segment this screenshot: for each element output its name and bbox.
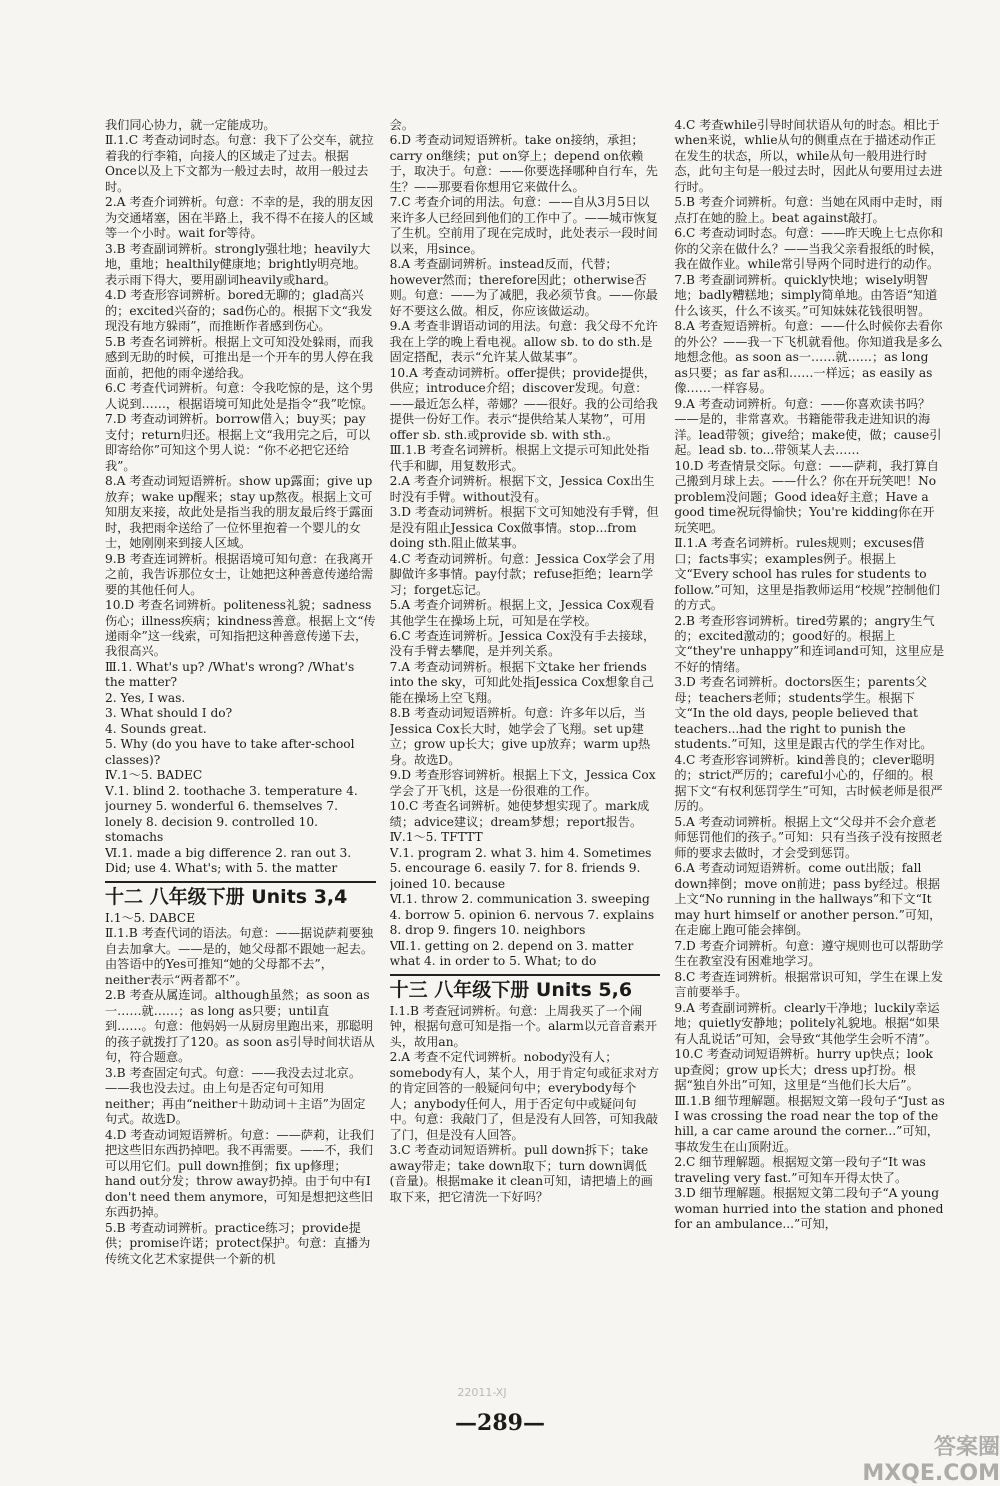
- section-heading: 十二 八年级下册 Units 3,4: [105, 881, 376, 909]
- answer-item: Ⅵ.1. throw 2. communication 3. sweeping 4. borrow 5. opinion 6. nervous 7. explains 8. drop 9. fingers 10. neighbors: [389, 892, 655, 938]
- answer-item: 9.B 考查连词辨析。根据语境可知句意：在我离开之前，我告诉那位女士，让她把这种善意传递给需要的其他任何人。: [105, 551, 374, 597]
- answer-item: Ⅰ.1～5. DABCE: [105, 910, 196, 925]
- answer-item: 5.B 考查名词辨析。根据上文可知没处躲雨，而我感到无助的时候，可推出是一个开车的男人停在我面前，把他的雨伞递给我。: [105, 334, 374, 380]
- column-right: [674, 118, 945, 1408]
- column-left: [105, 118, 376, 1408]
- answer-item: 9.A 考查副词辨析。clearly干净地；luckily幸运地；quietly安静地；politely礼貌地。根据“如果有人乱说话”可知，会导致“其他学生会听不清”。: [674, 1000, 940, 1046]
- answer-item: 8.C 考查连词辨析。根据常识可知，学生在课上发言前要举手。: [674, 969, 943, 1000]
- answer-item: 3.D 考查名词辨析。doctors医生；parents父母；teachers老师；students学生。根据下文“In the old days, people believed that teachers...had the right to punish the students.”可知，这里是跟古代的学生作对比。: [674, 675, 933, 752]
- answer-item: 9.A 考查非谓语动词的用法。句意：我父母不允许我在上学的晚上看电视。allow sb. to do sth.是固定搭配，表示“允许某人做某事”。: [389, 319, 658, 365]
- answer-item: 5. Why (do you have to take after-school classes)?: [105, 737, 355, 767]
- answer-item: 4.D 考查形容词辨析。bored无聊的；glad高兴的；excited兴奋的；sad伤心的。根据下文“我发现没有地方躲雨”，而推断作者感到伤心。: [105, 288, 373, 334]
- answer-item: 4.C 考查动词辨析。句意：Jessica Cox学会了用脚做许多事情。pay付款；refuse拒绝；learn学习；forget忘记。: [389, 551, 656, 597]
- answer-item: 2.B 考查形容词辨析。tired劳累的；angry生气的；excited激动的；good好的。根据上文“they're unhappy”和连词and可知，这里应是不好的情绪。: [674, 613, 945, 674]
- answer-item: 5.B 考查动词辨析。practice练习；provide提供；promise许诺；protect保护。句意：直播为传统文化艺术家提供一个新的机: [105, 1220, 371, 1266]
- answer-item: Ⅲ.1.B 细节理解题。根据短文第一段句子“Just as I was crossing the road near the top of the hill, a car came around the corner...”可知，事故发生在山顶附近。: [674, 1093, 945, 1154]
- answer-item: Ⅳ.1～5. TFTTT: [389, 830, 483, 845]
- answer-item: 5.A 考查介词辨析。根据上文，Jessica Cox观看其他学生在操场上玩，可知是在学校。: [389, 598, 655, 628]
- answer-item: 2.A 考查介词辨析。句意：不幸的是，我的朋友因为交通堵塞，困在半路上，我不得不在接人的区域等一个小时。wait for等待。: [105, 195, 374, 241]
- page-number: —289—: [455, 1410, 545, 1436]
- answer-item: 会。: [389, 118, 415, 132]
- answer-item: 2.B 考查从属连词。although虽然；as soon as一……就……；as long as只要；until直到……。句意：他妈妈一从厨房里跑出来，那聪明的孩子就拨打了120。as soon as引导时间状语从句，符合题意。: [105, 988, 375, 1065]
- answer-item: Ⅰ.1.B 考查冠词辨析。句意：上周我买了一个闹钟，根据句意可知是指一个。alarm以元音音素开头，故用an。: [389, 1003, 658, 1049]
- answer-item: 8.B 考查动词短语辨析。句意：许多年以后，当Jessica Cox长大时，她学会了飞翔。set up建立；grow up长大；give up放弃；warm up热身。故选D。: [389, 706, 651, 767]
- section-heading: 十三 八年级下册 Units 5,6: [390, 974, 661, 1002]
- answer-item: 6.C 考查动词时态。句意：——昨天晚上七点你和你的父亲在做什么？——当我父亲看报纸的时候，我在做作业。while常引导两个同时进行的动作。: [674, 226, 943, 272]
- answer-item: 9.A 考查动词辨析。句意：——你喜欢读书吗？——是的，非常喜欢。书籍能带我走进知识的海洋。lead带领；give给；make使，做；cause引起。lead sb. to...带领某人去……: [674, 396, 942, 458]
- answer-item: 9.D 考查形容词辨析。根据上下文，Jessica Cox学会了开飞机，这是一份很难的工作。: [389, 768, 656, 798]
- answer-item: 5.A 考查动词辨析。根据上文“父母并不会介意老师惩罚他们的孩子。”可知：只有当孩子没有按照老师的要求去做时，才会受到惩罚。: [674, 814, 943, 860]
- answer-item: 6.C 考查代词辨析。句意：令我吃惊的是，这个男人说到……，根据语境可知此处是指令“我”吃惊。: [105, 381, 374, 411]
- answer-item: 3.D 考查动词辨析。根据下文可知她没有手臂，但是没有阻止Jessica Cox做事情。stop...from doing sth.阻止做某事。: [389, 505, 659, 551]
- answer-item: Ⅱ.1.C 考查动词时态。句意：我下了公交车，就拉着我的行李箱，向接人的区域走了过去。根据Once以及上下文都为一般过去时，故用一般过去时。: [105, 133, 374, 194]
- answer-item: 8.A 考查短语辨析。句意：——什么时候你去看你的外公？——我一下飞机就看他。你知道我是多么地想念他。as soon as一……就……；as long as只要；as far as和……一样远；as easily as像……一样容易。: [674, 319, 943, 396]
- answer-item: Ⅲ.1.B 考查名词辨析。根据上文提示可知此处指代手和脚，用复数形式。: [389, 443, 650, 473]
- answer-item: 2.A 考查介词辨析。根据下文，Jessica Cox出生时没有手臂。without没有。: [389, 474, 655, 504]
- answer-item: 4.C 考查while引导时间状语从句的时态。相比于when来说，whlie从句的侧重点在于描述动作正在发生的状态，所以，while从句一般用进行时态，此句主句是一般过去时，因此从句要用过去进行时。: [674, 118, 943, 194]
- watermark: 答案圈 MXQE.COM: [862, 1435, 1000, 1486]
- answer-item: 8.A 考查副词辨析。instead反而，代替；however然而；therefore因此；otherwise否则。句意：——为了减肥，我必须节食。——你最好不要这么做。相反，你应该做运动。: [389, 257, 658, 318]
- answer-item: 4. Sounds great.: [105, 721, 207, 736]
- answer-item: 7.D 考查动词辨析。borrow借入；buy买；pay支付；return归还。根据上文“我用完之后，可以即寄给你”可知这个男人说：“你不必把它还给我”。: [105, 412, 371, 473]
- answer-item: Ⅱ.1.A 考查名词辨析。rules规则；excuses借口；facts事实；examples例子。根据上文“Every school has rules for students to follow.”可知，这里是指教师运用“校规”控制他们的方式。: [674, 536, 941, 613]
- answer-item: 我们同心协力，就一定能成功。: [105, 118, 276, 132]
- answer-item: 10.C 考查动词短语辨析。hurry up快点；look up查阅；grow up长大；dress up打扮。根据“独自外出”可知，这里是“当他们长大后”。: [674, 1047, 933, 1093]
- answer-item: 4.D 考查动词短语辨析。句意：——萨莉，让我们把这些旧东西扔掉吧。我不再需要。——不，我们可以用它们。pull down推倒；fix up修理；hand out分发；throw away扔掉。由于句中有I don't need them anymore，可知是想把这些旧东西扔掉。: [105, 1127, 375, 1220]
- answer-item: 2.A 考查不定代词辨析。nobody没有人；somebody有人，某个人，用于肯定句或征求对方的肯定回答的一般疑问句中；everybody每个人；anybody任何人，用于否定句中或疑问句中。句意：我敲门了，但是没有人回答，可知我敲了门，但是没有人回答。: [389, 1050, 660, 1142]
- answer-item: Ⅵ.1. made a big difference 2. ran out 3. Did; use 4. What's; with 5. the matter: [105, 845, 352, 876]
- answer-item: 6.A 考查动词短语辨析。come out出版；fall down摔倒；move on前进；pass by经过。根据上文“No running in the hallways”和下文“It may hurt himself or another person.”可知，在走廊上跑可能会摔倒。: [674, 861, 942, 938]
- answer-item: Ⅲ.1. What's up? /What's wrong? /What's the matter?: [105, 659, 355, 690]
- answer-item: 7.B 考查副词辨析。quickly快地；wisely明智地；badly糟糕地；simply简单地。由答语“知道什么该买，什么不该买。”可知妹妹花钱很明智。: [674, 272, 938, 318]
- answer-item: 10.D 考查名词辨析。politeness礼貌；sadness伤心；illness疾病；kindness善意。根据上文“传递雨伞”这一线索，可知指把这种善意传递下去，我很高兴。: [105, 598, 376, 659]
- answer-item: Ⅳ.1～5. BADEC: [105, 768, 203, 783]
- answer-item: 8.A 考查动词短语辨析。show up露面；give up放弃；wake up醒来；stay up熬夜。根据上文可知朋友来接，故此处是指当我的朋友最后终于露面时，我把雨伞送给了一位怀里抱着一个婴儿的女士，她刚刚来到接人区域。: [105, 474, 374, 551]
- answer-item: 3.C 考查动词短语辨析。pull down拆下；take away带走；take down取下；turn down调低(音量)。根据make it clean可知，请把墙上的画取下来，把它清洗一下好吗？: [389, 1143, 653, 1204]
- answer-item: Ⅶ.1. getting on 2. depend on 3. matter what 4. in order to 5. What; to do: [389, 938, 634, 969]
- columns: [105, 118, 945, 1408]
- answer-item: 2. Yes, I was.: [105, 690, 186, 705]
- answer-item: 10.A 考查动词辨析。offer提供；provide提供，供应；introduce介绍；discover发现。句意：——最近怎么样，蒂娜？——很好。我的公司给我提供一份好工作。表示“提供给某人某物”，可用offer sb. sth.或provide sb. with sth.。: [389, 365, 658, 442]
- answer-item: Ⅴ.1. program 2. what 3. him 4. Sometimes 5. encourage 6. easily 7. for 8. friends 9. joined 10. because: [389, 845, 652, 891]
- answer-item: 10.C 考查名词辨析。她使梦想实现了。mark成绩；advice建议；dream梦想；report报告。: [389, 799, 650, 829]
- answer-item: 3.B 考查副词辨析。strongly强壮地；heavily大地，重地；healthily健康地；brightly明亮地。表示雨下得大，要用副词heavily或hard。: [105, 241, 371, 287]
- column-middle: [390, 118, 661, 1408]
- answer-item: 7.C 考查介词的用法。句意：——自从3月5日以来许多人已经回到他们的工作中了。——城市恢复了生机。空前用了现在完成时，此处表示一段时间以来，用since。: [389, 195, 658, 256]
- answer-item: 3.B 考查固定句式。句意：——我没去过北京。——我也没去过。由上句是否定句可知用neither；再由“neither＋助动词＋主语”为固定句式。故选D。: [105, 1065, 366, 1127]
- answer-item: 10.D 考查情景交际。句意：——萨莉，我打算自己搬到月球上去。——什么？你在开玩笑吧！No problem没问题；Good idea好主意；Have a good time祝玩得愉快；You're kidding你在开玩笑吧。: [674, 458, 939, 535]
- print-code: 22011-XJ: [457, 1386, 507, 1399]
- answer-item: 6.C 考查连词辨析。Jessica Cox没有手去接球，没有手臂去攀爬，是并列关系。: [389, 628, 656, 659]
- answer-item: 2.C 细节理解题。根据短文第一段句子“It was traveling very fast.”可知车开得太快了。: [674, 1155, 926, 1185]
- answer-item: 5.B 考查介词辨析。句意：当她在风雨中走时，雨点打在她的脸上。beat against敲打。: [674, 195, 943, 225]
- answer-item: 7.A 考查动词辨析。根据下文take her friends into the sky，可知此处指Jessica Cox想象自己能在操场上空飞翔。: [389, 659, 654, 705]
- answer-item: 6.D 考查动词短语辨析。take on接纳，承担；carry on继续；put on穿上；depend on依赖于，取决于。句意：——你要选择哪种自行车，先生？——那要看你想用它来做什么。: [389, 133, 658, 194]
- answer-item: 4.C 考查形容词辨析。kind善良的；clever聪明的；strict严厉的；careful小心的，仔细的。根据下文“有权利惩罚学生”可知，古时候老师是很严厉的。: [674, 752, 943, 814]
- answer-item: 3. What should I do?: [105, 706, 233, 721]
- answer-item: Ⅴ.1. blind 2. toothache 3. temperature 4. journey 5. wonderful 6. themselves 7. lonely 8. decision 9. controlled 10. stomachs: [105, 783, 358, 845]
- answer-item: Ⅱ.1.B 考查代词的语法。句意：——据说萨莉要独自去加拿大。——是的，她父母都不跟她一起去。由答语中的Yes可推知“她的父母都不去”，neither表示“两者都不”。: [105, 926, 374, 987]
- answer-item: 3.D 细节理解题。根据短文第二段句子“A young woman hurried into the station and phoned for an ambulance...”可知，: [674, 1186, 944, 1232]
- answer-item: 7.D 考查介词辨析。句意：遵守规则也可以帮助学生在教室没有困难地学习。: [674, 938, 944, 969]
